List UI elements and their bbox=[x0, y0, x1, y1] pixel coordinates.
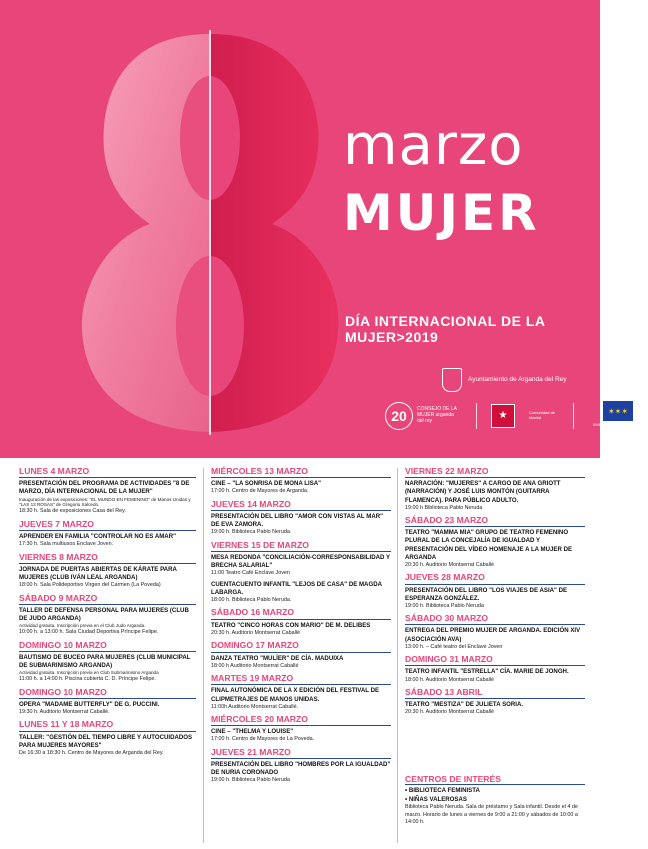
event-title: MESA REDONDA "CONCILIACIÓN-CORRESPONSABILIDAD Y BRECHA SALARIAL" bbox=[211, 554, 390, 570]
event-item bbox=[19, 552, 196, 590]
union-europea-logo bbox=[588, 400, 648, 432]
sponsor-logos bbox=[385, 400, 648, 432]
centro-item: • BIBLIOTECA FEMINISTA bbox=[405, 787, 480, 795]
event-date: JUEVES 14 MARZO bbox=[211, 499, 391, 511]
logo-divider-2 bbox=[573, 403, 574, 429]
event-title: PRESENTACIÓN DEL PROGRAMA DE ACTIVIDADES "8 DE MARZO, DÍA INTERNACIONAL DE LA MUJER" bbox=[19, 480, 190, 496]
event-info: 17:30 h. Sala multiusos Enclave Joven. bbox=[19, 541, 114, 548]
event-title: TEATRO "MESTIZA" DE JULIETA SORIA. bbox=[405, 701, 524, 709]
event-item bbox=[19, 719, 196, 757]
hero-line-marzo: marzo bbox=[343, 113, 524, 178]
event-item bbox=[19, 466, 196, 516]
event-info: De 16:30 a 18:30 h. Centro de Mayores de Arganda del Rey. bbox=[19, 749, 164, 756]
consejo-number: 20 bbox=[385, 402, 413, 430]
event-title: PRESENTACIÓN DEL LIBRO "LOS VIAJES DE ASIA" DE ESPERANZA GONZÁLEZ. bbox=[405, 586, 568, 602]
event-date: LUNES 4 MARZO bbox=[19, 466, 196, 478]
event-date: SÁBADO 23 MARZO bbox=[405, 515, 585, 527]
event-date: MIÉRCOLES 20 MARZO bbox=[211, 714, 391, 726]
event-info: 20:30 h. Auditorio Montserrat Caballé bbox=[211, 629, 300, 636]
event-title: PRESENTACIÓN DEL LIBRO "AMOR CON VISTAS AL MAR" DE EVA ZAMORA. bbox=[211, 513, 384, 529]
centros-title: CENTROS DE INTERÉS bbox=[405, 774, 585, 785]
event-item bbox=[211, 747, 391, 785]
event-title: TEATRO "CINCO HORAS CON MARIO" DE M. DELIBES bbox=[211, 621, 371, 629]
event-title: APRENDER EN FAMILIA "CONTROLAR NO ES AMAR" bbox=[19, 533, 176, 541]
event-title: NARRACIÓN: "MUJERES" A CARGO DE ANA GRIOTT (NARRACIÓN) Y JOSÉ LUIS MONTÓN (GUITARRA FLAMENCA). PARA PÚBLICO ADULTO. bbox=[405, 480, 561, 504]
event-item bbox=[211, 499, 391, 537]
eu-flag-icon: ✶✶✶ bbox=[602, 400, 634, 422]
event-info: 19:00 h. Biblioteca Pablo Neruda. bbox=[211, 529, 292, 536]
event-info: 18:00 h. Auditorio Montserrat Caballé bbox=[405, 676, 494, 683]
event-item bbox=[405, 515, 585, 569]
event-info: 19:00 h. Biblioteca Pablo Neruda bbox=[405, 602, 484, 609]
event-item bbox=[211, 466, 391, 496]
event-title: TEATRO INFANTIL "ESTRELLA" CÍA. MARIE DE JONGH. bbox=[405, 668, 569, 676]
column-1 bbox=[19, 466, 196, 760]
event-date: SÁBADO 13 ABRIL bbox=[405, 687, 585, 699]
event-title: ENTREGA DEL PREMIO MUJER DE ARGANDA. EDICIÓN XIV (ASOCIACIÓN AVA) bbox=[405, 627, 581, 643]
column-divider bbox=[203, 468, 204, 843]
logo-divider bbox=[476, 403, 477, 429]
event-info: 20:30 h. Auditorio Montserrat Caballé bbox=[405, 561, 494, 568]
event-title: BAUTISMO DE BUCEO PARA MUJERES (CLUB MUNICIPAL DE SUBMARINISMO ARGANDA) bbox=[19, 653, 191, 670]
event-item bbox=[405, 572, 585, 610]
event-title: PRESENTACIÓN DEL LIBRO "HOMBRES POR LA IGUALDAD" DE NURIA CORONADO bbox=[211, 761, 391, 777]
event-info: 19:00 h. Biblioteca Pablo Neruda bbox=[211, 777, 290, 784]
madrid-logo-text: Comunidad de Madrid bbox=[529, 410, 556, 420]
event-info: 11:00 Teatro Café Enclave Joven bbox=[211, 570, 290, 577]
consejo-text: CONSEJO DE LA MUJER arganda del rey bbox=[417, 406, 457, 424]
event-info: 20:30 h. Auditorio Montserrat Caballé bbox=[405, 709, 494, 716]
comunidad-madrid-logo bbox=[491, 404, 515, 428]
centros-text: Biblioteca Pablo Neruda. Sala de préstamo y Sala infantil. Desde el 4 de marzo. Horario de lunes a viernes de 9:00 a 21:00 y sábados de 10:00 a 14:00 h. bbox=[405, 804, 578, 826]
centros-interes bbox=[405, 774, 585, 827]
event-date: SÁBADO 16 MARZO bbox=[211, 607, 391, 619]
event-info: 18:00 h. Biblioteca Pablo Neruda. bbox=[211, 596, 292, 603]
event-item bbox=[19, 519, 196, 549]
event-date: MIÉRCOLES 13 MARZO bbox=[211, 466, 391, 478]
event-title: CUENTACUENTO INFANTIL "LEJOS DE CASA" DE MAGDA LABARGA. bbox=[211, 580, 382, 596]
event-date: DOMINGO 10 MARZO bbox=[19, 687, 196, 699]
event-info: 11:00 h. a 14:00 h. Piscina cubierta C. D. Príncipe Felipe. bbox=[19, 676, 156, 683]
event-title: TEATRO "MAMMA MIA" GRUPO DE TEATRO FEMENINO PLURAL DE LA CONCEJALÍA DE IGUALDAD Y PRESENTACIÓN DEL VÍDEO HOMENAJE A LA MUJER DE ARGANDA bbox=[405, 529, 573, 561]
event-title: TALLER: "GESTIÓN DEL TIEMPO LIBRE Y AUTOCUIDADOS PARA MUJERES MAYORES" bbox=[19, 733, 193, 749]
hero-subtitle: DÍA INTERNACIONAL DE LA MUJER>2019 bbox=[345, 313, 545, 345]
event-item bbox=[405, 613, 585, 651]
event-item bbox=[211, 607, 391, 637]
ayuntamiento-logo-text: Ayuntamiento de Arganda del Rey bbox=[468, 376, 567, 384]
event-title: FINAL AUTONÓMICA DE LA X EDICIÓN DEL FESTIVAL DE CLIPMETRAJES DE MANOS UNIDAS. bbox=[211, 687, 380, 703]
event-date: LUNES 11 Y 18 MARZO bbox=[19, 719, 196, 731]
event-item bbox=[211, 581, 391, 605]
event-date: VIERNES 22 MARZO bbox=[405, 466, 585, 478]
event-date: MARTES 19 MARZO bbox=[211, 673, 391, 685]
event-date: JUEVES 7 MARZO bbox=[19, 519, 196, 531]
event-item bbox=[405, 466, 585, 512]
event-item bbox=[405, 687, 585, 717]
event-info: 11:00h Auditorio Montserrat Caballé. bbox=[211, 703, 299, 710]
event-date: DOMINGO 10 MARZO bbox=[19, 640, 196, 652]
event-item bbox=[211, 540, 391, 578]
event-note: Actividad gratuita. Inscripción previa en el Club Judo Arganda. bbox=[19, 623, 146, 629]
event-item bbox=[19, 640, 196, 684]
event-info: 18:00 h Auditorio Montserrat Caballé bbox=[211, 662, 299, 669]
ayuntamiento-logo bbox=[442, 368, 567, 392]
event-date: JUEVES 21 MARZO bbox=[211, 747, 391, 759]
star-icon: ★ bbox=[498, 410, 508, 422]
event-info: 18:00 h. Sala Polideportivo Virgen del Carmen (La Poveda) bbox=[19, 582, 161, 589]
column-3 bbox=[405, 466, 585, 720]
event-date: SÁBADO 30 MARZO bbox=[405, 613, 585, 625]
consejo-mujer-logo bbox=[385, 402, 462, 430]
event-title: DANZA TEATRO "MULÏER" DE CÍA. MADUIXA bbox=[211, 654, 344, 662]
hero-line-mujer: MUJER bbox=[343, 184, 540, 242]
event-info: 19:30 h. Auditorio Montserrat Caballé. bbox=[19, 708, 110, 715]
event-item bbox=[19, 687, 196, 717]
event-title: JORNADA DE PUERTAS ABIERTAS DE KÁRATE PARA MUJERES (CLUB IVÁN LEAL ARGANDA) bbox=[19, 566, 177, 582]
event-date: DOMINGO 31 MARZO bbox=[405, 654, 585, 666]
crest-icon bbox=[442, 368, 462, 392]
event-title: OPERA "MADAME BUTTERFLY" DE G. PUCCINI. bbox=[19, 700, 160, 708]
centro-item: • NIÑAS VALEROSAS bbox=[405, 795, 467, 803]
event-info: 17:00 h. Centro de Mayores de Arganda. bbox=[211, 488, 309, 495]
event-info: 19:00 h Biblioteca Pablo Neruda bbox=[405, 504, 483, 511]
event-date: SÁBADO 9 MARZO bbox=[19, 593, 196, 605]
event-info: 13:00 h. – Café teatro del Enclave Joven bbox=[405, 643, 503, 650]
event-item bbox=[405, 654, 585, 684]
event-info: 10:00 h. a 13:00 h. Sala Ciudad Deportiva Príncipe Felipe. bbox=[19, 629, 159, 636]
program-listing bbox=[0, 458, 600, 849]
event-date: JUEVES 28 MARZO bbox=[405, 572, 585, 584]
event-note: Inauguración de las exposiciones: "EL MUNDO EN FEMENINO" de Manos Unidas y "LAS 13 ROSAS" de Gregorio Salcedo. bbox=[19, 496, 191, 508]
event-item bbox=[211, 673, 391, 711]
event-title: CINE – "LA SONRISA DE MONA LISA" bbox=[211, 480, 322, 488]
event-item bbox=[19, 593, 196, 637]
event-title: CINE – "THELMA Y LOUISE" bbox=[211, 728, 294, 736]
event-title: TALLER DE DEFENSA PERSONAL PARA MUJERES (CLUB DE JUDO ARGANDA) bbox=[19, 607, 189, 623]
event-item bbox=[211, 714, 391, 744]
event-info: 18:30 h. Sala de exposiciones Casa del Rey. bbox=[19, 508, 126, 515]
column-divider bbox=[397, 468, 398, 843]
event-item bbox=[211, 640, 391, 670]
event-info: 17:00 h. Centro de Mayores de La Poveda. bbox=[211, 736, 315, 743]
ue-text: UNIÓN EUROPEA Fondo Social Europeo bbox=[592, 423, 644, 431]
event-date: VIERNES 15 DE MARZO bbox=[211, 540, 391, 552]
event-note: Actividad gratuita. Inscripción previa en Club Submarinismo Arganda bbox=[19, 670, 159, 676]
event-date: VIERNES 8 MARZO bbox=[19, 552, 196, 564]
event-date: DOMINGO 17 MARZO bbox=[211, 640, 391, 652]
column-2 bbox=[211, 466, 391, 788]
